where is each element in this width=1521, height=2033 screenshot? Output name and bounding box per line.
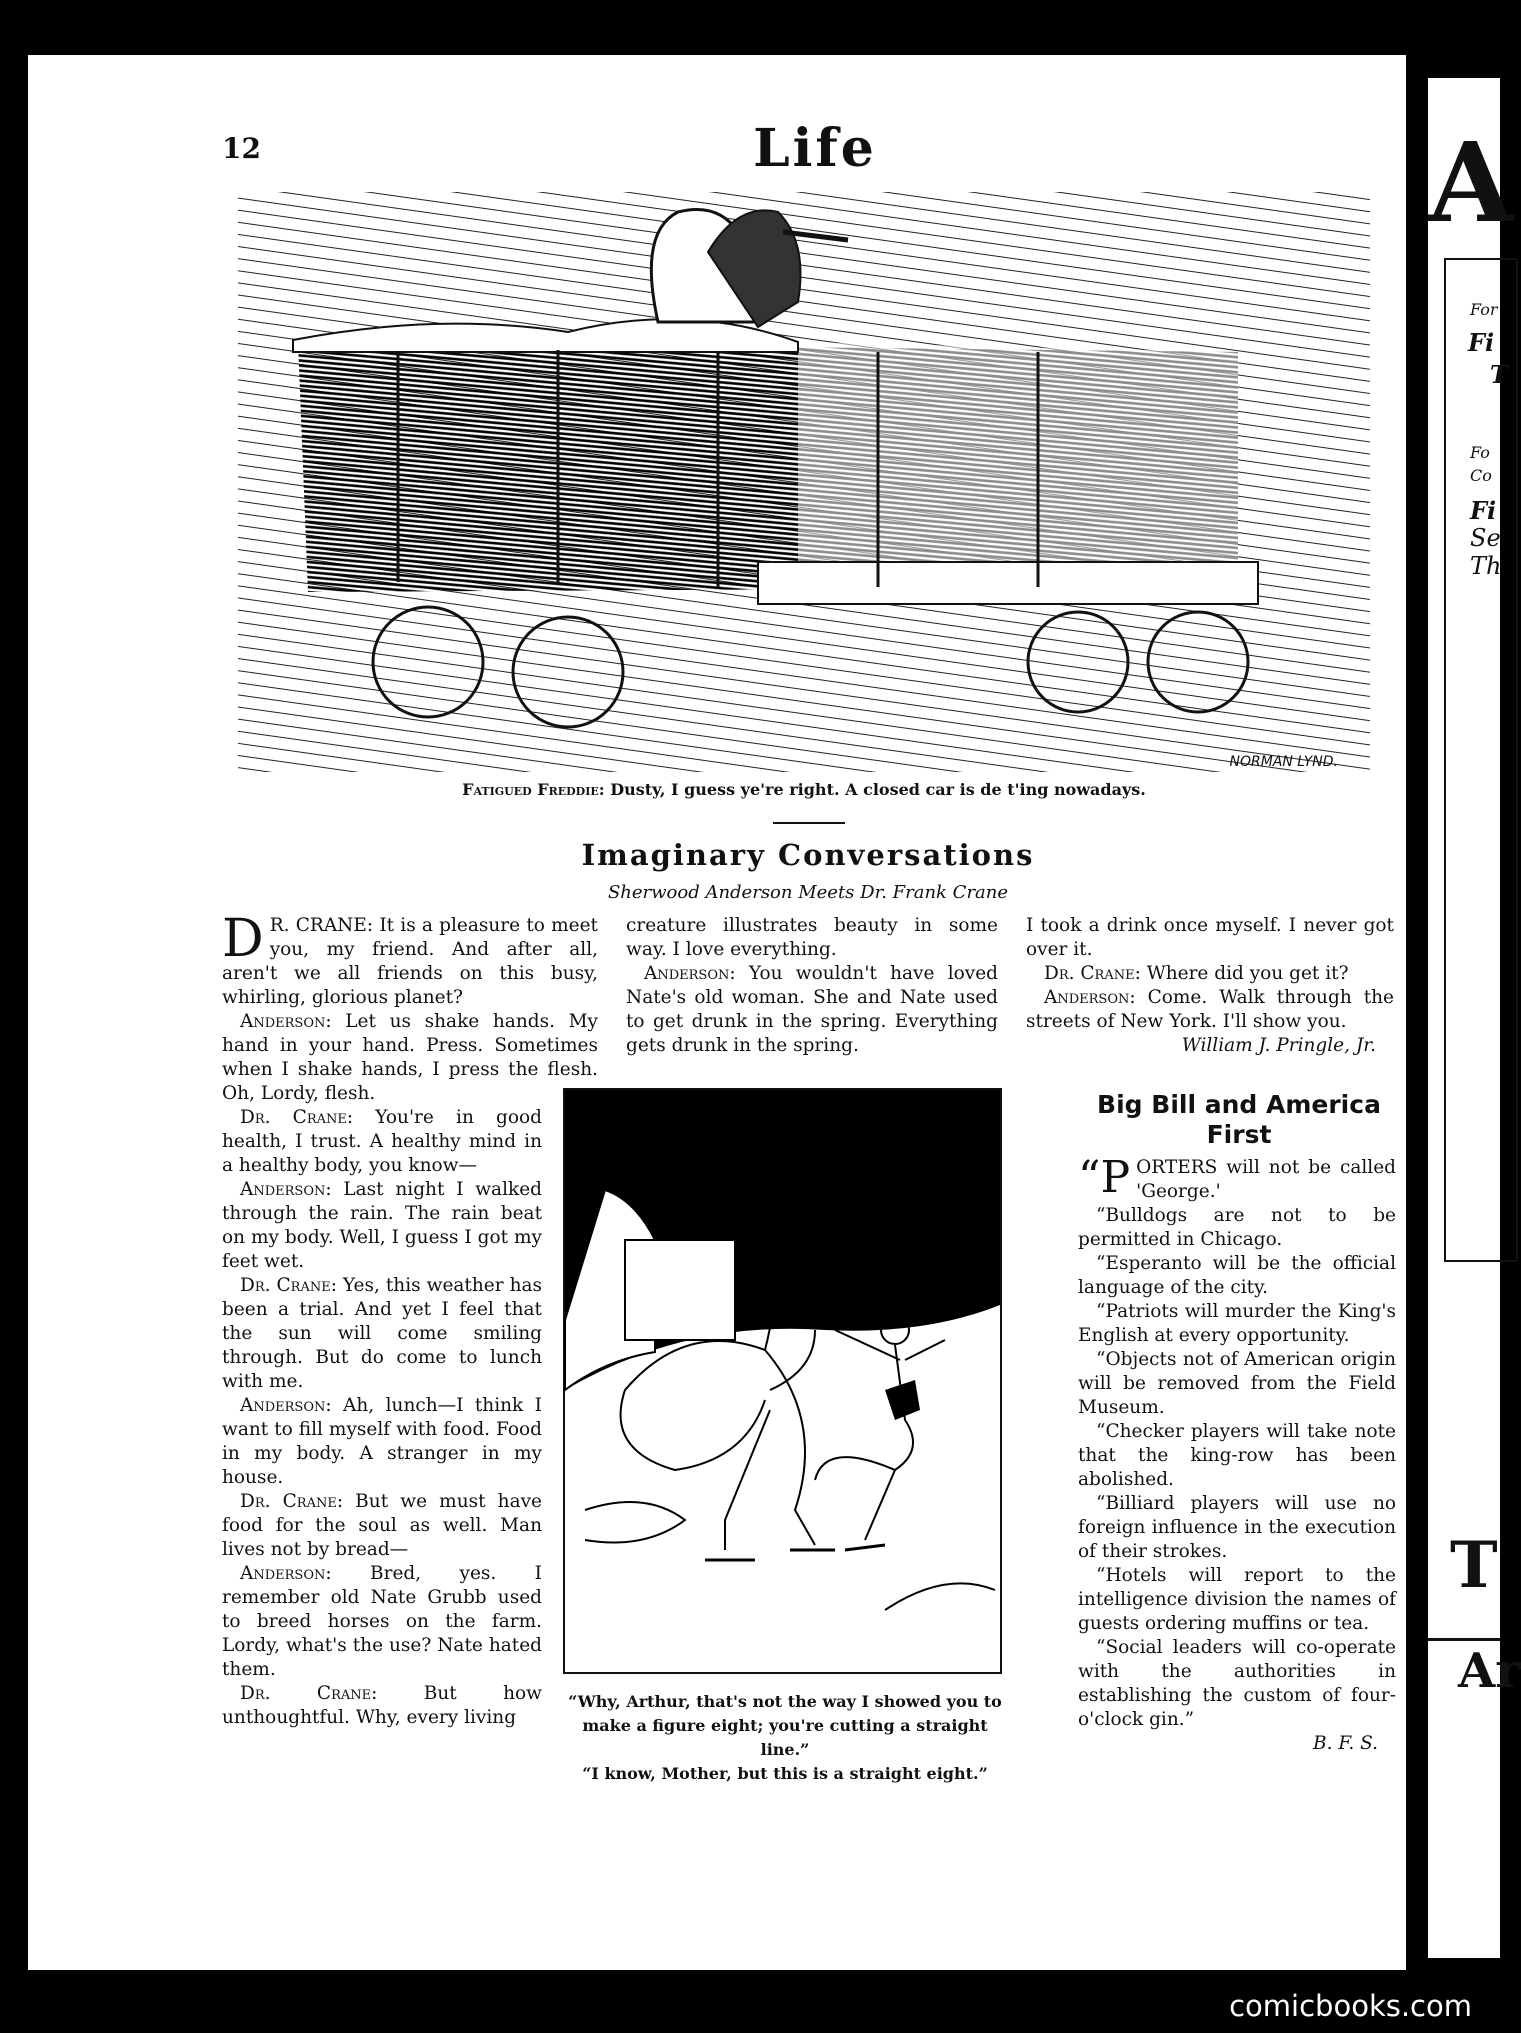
paragraph-text: But how unthoughtful. Why, every living	[222, 1683, 542, 1728]
cartoon-skaters-illustration	[563, 1088, 1002, 1674]
paragraph-text: creature illustrates beauty in some way. I love everything.	[626, 915, 998, 960]
article-paragraph: “Hotels will report to the intelligence division the names of guests ordering muffins or tea.	[1078, 1565, 1396, 1634]
masthead-title: Life	[753, 118, 877, 179]
facing-page-rule	[1428, 1638, 1500, 1641]
speaker-name: Dr. Crane:	[240, 1491, 344, 1512]
caption-line: “Why, Arthur, that's not the way I showed you to make a figure eight; you're cutting a straight line.”	[568, 1692, 1002, 1759]
speaker-name: Dr. Crane:	[240, 1107, 354, 1128]
cartoon-freight-car-illustration	[238, 192, 1370, 772]
paragraph-text: Yes, this weather has been a trial. And yet I feel that the sun will come smiling through. But do come to lunch with me.	[222, 1275, 543, 1392]
article-paragraph	[1026, 986, 1394, 1034]
article-paragraph	[626, 914, 998, 962]
paragraph-text: Bred, yes. I remember old Nate Grubb used to breed horses on the farm. Lordy, what's the use? Nate hated them.	[222, 1563, 542, 1680]
speaker-name: Anderson:	[240, 1395, 332, 1416]
article-paragraph: “Objects not of American origin will be removed from the Field Museum.	[1078, 1349, 1396, 1418]
facing-page-fragment-text: T	[1490, 360, 1508, 389]
speaker-name: Dr. Crane:	[240, 1683, 378, 1704]
article-paragraph	[222, 1274, 542, 1394]
speaker-name: Anderson:	[240, 1179, 332, 1200]
speaker-name: Anderson:	[644, 963, 736, 984]
article-paragraph	[1026, 914, 1394, 962]
section-divider	[773, 822, 845, 824]
paragraph-text: I took a drink once myself. I never got over it.	[1026, 915, 1394, 960]
article-paragraph: “Patriots will murder the King's English at every opportunity.	[1078, 1301, 1396, 1346]
site-watermark: comicbooks.com	[1229, 1989, 1472, 2023]
speaker-name: Anderson:	[1044, 987, 1136, 1008]
facing-page-bottom-letter: T	[1450, 1528, 1498, 1603]
paragraph-text: ORTERS will not be called 'George.'	[1136, 1157, 1396, 1202]
paragraph-text: R. CRANE: It is a pleasure to meet you, my friend. And after all, aren't we all friends on this busy, whirling, glorious planet?	[222, 915, 598, 1008]
article-column-1	[222, 909, 598, 1106]
article-paragraph: “Social leaders will co-operate with the authorities in establishing the custom of four-o'clock gin.”	[1078, 1637, 1396, 1730]
article-paragraph	[222, 909, 598, 1010]
article-paragraph	[222, 1010, 598, 1106]
cartoon-signature: NORMAN LYND.	[1229, 754, 1338, 770]
speaker-name: Dr. Crane:	[1044, 963, 1141, 984]
facing-page-fragment-text: Fo	[1470, 443, 1490, 462]
article-column-1-narrow	[222, 1106, 542, 1730]
facing-page-box	[1444, 258, 1518, 1262]
facing-page-fragment-text: For	[1470, 300, 1498, 319]
article-title: Imaginary Conversations	[581, 838, 1035, 872]
article-paragraph	[222, 1562, 542, 1682]
caption-speaker: Fatigued Freddie:	[462, 780, 605, 799]
article2-title: Big Bill and America First	[1097, 1090, 1381, 1149]
facing-page-fragment-text: Th	[1470, 552, 1502, 580]
skaters-drawing	[565, 1090, 1000, 1672]
speaker-name: Anderson:	[240, 1011, 332, 1032]
drop-cap: “P	[1078, 1152, 1131, 1203]
facing-page-fragment	[1428, 78, 1521, 1958]
article2-column	[1078, 1152, 1396, 1756]
caption-line: “I know, Mother, but this is a straight eight.”	[582, 1764, 988, 1783]
paragraph-text: But we must have food for the soul as well. Man lives not by bread—	[222, 1491, 543, 1560]
paragraph-text: Ah, lunch—I think I want to fill myself with food. Food in my body. A stranger in my house.	[222, 1395, 542, 1488]
article-author: William J. Pringle, Jr.	[1181, 1035, 1376, 1056]
facing-page-fragment-text: Fi	[1470, 496, 1497, 525]
article-paragraph: “Billiard players will use no foreign influence in the execution of their strokes.	[1078, 1493, 1396, 1562]
facing-page-fragment-text: Co	[1470, 466, 1492, 485]
article-column-2	[626, 914, 998, 1058]
article-paragraph	[222, 1106, 542, 1178]
paragraph-text: Come. Walk through the streets of New York. I'll show you.	[1026, 987, 1394, 1032]
article-paragraph	[222, 1682, 542, 1730]
drop-cap: D	[222, 909, 264, 969]
facing-page-fragment-text: Fi	[1468, 328, 1495, 357]
article-paragraph	[1026, 962, 1394, 986]
page-number: 12	[222, 132, 261, 165]
article-paragraph: “Bulldogs are not to be permitted in Chicago.	[1078, 1205, 1396, 1250]
paragraph-text: Let us shake hands. My hand in your hand. Press. Sometimes when I shake hands, I press the flesh. Oh, Lordy, flesh.	[222, 1011, 598, 1104]
paragraph-text: Last night I walked through the rain. The rain beat on my body. Well, I guess I got my feet wet.	[222, 1179, 542, 1272]
article-paragraph	[626, 962, 998, 1058]
article-paragraph: “Esperanto will be the official language of the city.	[1078, 1253, 1396, 1298]
article-paragraph	[222, 1178, 542, 1274]
article-column-3	[1026, 914, 1394, 1058]
article-byline: Sherwood Anderson Meets Dr. Frank Crane	[607, 882, 1009, 903]
speaker-name: Anderson:	[240, 1563, 332, 1584]
article-paragraph: “Checker players will take note that the king-row has been abolished.	[1078, 1421, 1396, 1490]
facing-page-bottom-letter: Ar	[1458, 1643, 1521, 1699]
paragraph-text: You wouldn't have loved Nate's old woman. She and Nate used to get drunk in the spring. Everything gets drunk in the spring.	[626, 963, 998, 1056]
paragraph-text: You're in good health, I trust. A healthy mind in a healthy body, you know—	[222, 1107, 542, 1176]
skaters-caption	[560, 1690, 1010, 1786]
facing-page-fragment-text: Se	[1470, 524, 1501, 552]
facing-page-big-letter: A	[1428, 118, 1514, 247]
caption-text: Dusty, I guess ye're right. A closed car is de t'ing nowadays.	[604, 780, 1146, 799]
cartoon-caption	[238, 780, 1370, 799]
article2-author: B. F. S.	[1313, 1733, 1378, 1754]
article-paragraph	[222, 1490, 542, 1562]
speaker-name: Dr. Crane:	[240, 1275, 337, 1296]
article-paragraph	[1078, 1152, 1396, 1204]
paragraph-text: Where did you get it?	[1140, 963, 1349, 984]
article-paragraph	[222, 1394, 542, 1490]
